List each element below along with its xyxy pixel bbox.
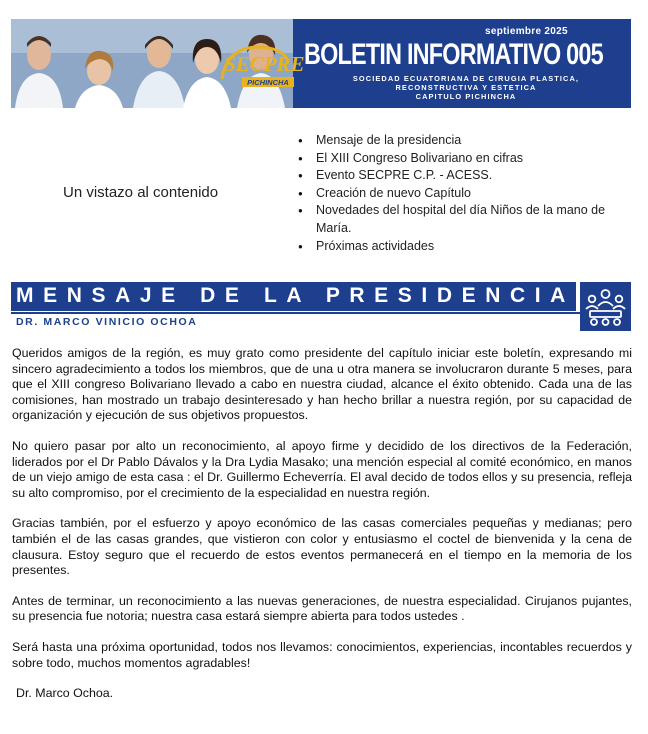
newsletter-banner [11,19,631,108]
summary-heading: Un vistazo al contenido [63,184,219,201]
toc-item: ● Evento SECPRE C.P. - ACESS. [298,167,618,185]
section-title: MENSAJE DE LA PRESIDENCIA [16,284,575,307]
message-paragraph: Será hasta una próxima oportunidad, todos nos llevamos: conocimientos, experiencias, incontables recuerdos y sobre todo, muchos momentos agradables! [12,639,632,670]
table-of-contents [298,132,618,255]
logo-wordmark: SECPRE [224,52,305,76]
message-paragraph: Gracias también, por el esfuerzo y apoyo económico de las casas comerciales pequeñas y medianas; pero también el de las casas grandes, que vistieron con color y entusiasmo el coctel de bienvenida y la cena de clausura. Estoy seguro que el recuerdo de estos eventos permanecerá en el tiempo en la memoria de los presentes. [12,516,632,578]
logo-subtext: PICHINCHA [247,78,289,87]
toc-item: ● Próximas actividades [298,238,618,256]
society-line-3: CAPITULO PICHINCHA [415,92,517,101]
signature: Dr. Marco Ochoa. [16,686,114,701]
section-author: DR. MARCO VINICIO OCHOA [16,316,198,328]
toc-item: ● Novedades del hospital del día Niños de la mano de María. [298,202,618,237]
message-paragraph: Antes de terminar, un reconocimiento a las nuevas generaciones, de nuestra especialidad. Cirujanos pujantes, su presencia fue notoria; nuestra casa estará siempre abierta para todos ustedes . [12,593,632,624]
issue-date: septiembre 2025 [485,26,568,37]
society-line-2: RECONSTRUCTIVA Y ESTETICA [395,83,537,92]
society-name [301,74,631,101]
section-divider [11,312,631,314]
toc-item: ● Creación de nuevo Capítulo [298,185,618,203]
message-paragraph: Queridos amigos de la región, es muy grato como presidente del capítulo iniciar este boletín, expresando mi sincero agradecimiento a todos los miembros, que de una u otra manera se involucraron durante 5 meses, para que el XIII congreso Bolivariano llevado a cabo en nuestra ciudad, alcance el éxito obtenido. Cada una de las comisiones, han mostrado un trabajo desinteresado y han hecho brillar a nuestra región, por su capacidad de organización y ejecución de sus objetivos propuestos. [12,346,632,423]
secpre-logo [216,39,305,89]
toc-item: ● El XIII Congreso Bolivariano en cifras [298,150,618,168]
president-message [12,346,632,717]
team-meeting-icon [580,282,631,331]
newsletter-title: BOLETIN INFORMATIVO 005 [304,38,603,71]
toc-item: ● Mensaje de la presidencia [298,132,618,150]
society-line-1: SOCIEDAD ECUATORIANA DE CIRUGIA PLASTICA, [352,74,580,83]
message-paragraph: No quiero pasar por alto un reconocimiento, al apoyo firme y decidido de los directivos de la Federación, liderados por el Dr Pablo Dávalos y la Dra Lydia Masako; una mención especial al comité económico, en manos de un viejo amigo de esta casa : el Dr. Guillermo Echeverría. El aval decido de todos ellos y su presencia, refleja su alto compromiso, por el crecimiento de la especialidad en nuestra región. [12,438,632,500]
